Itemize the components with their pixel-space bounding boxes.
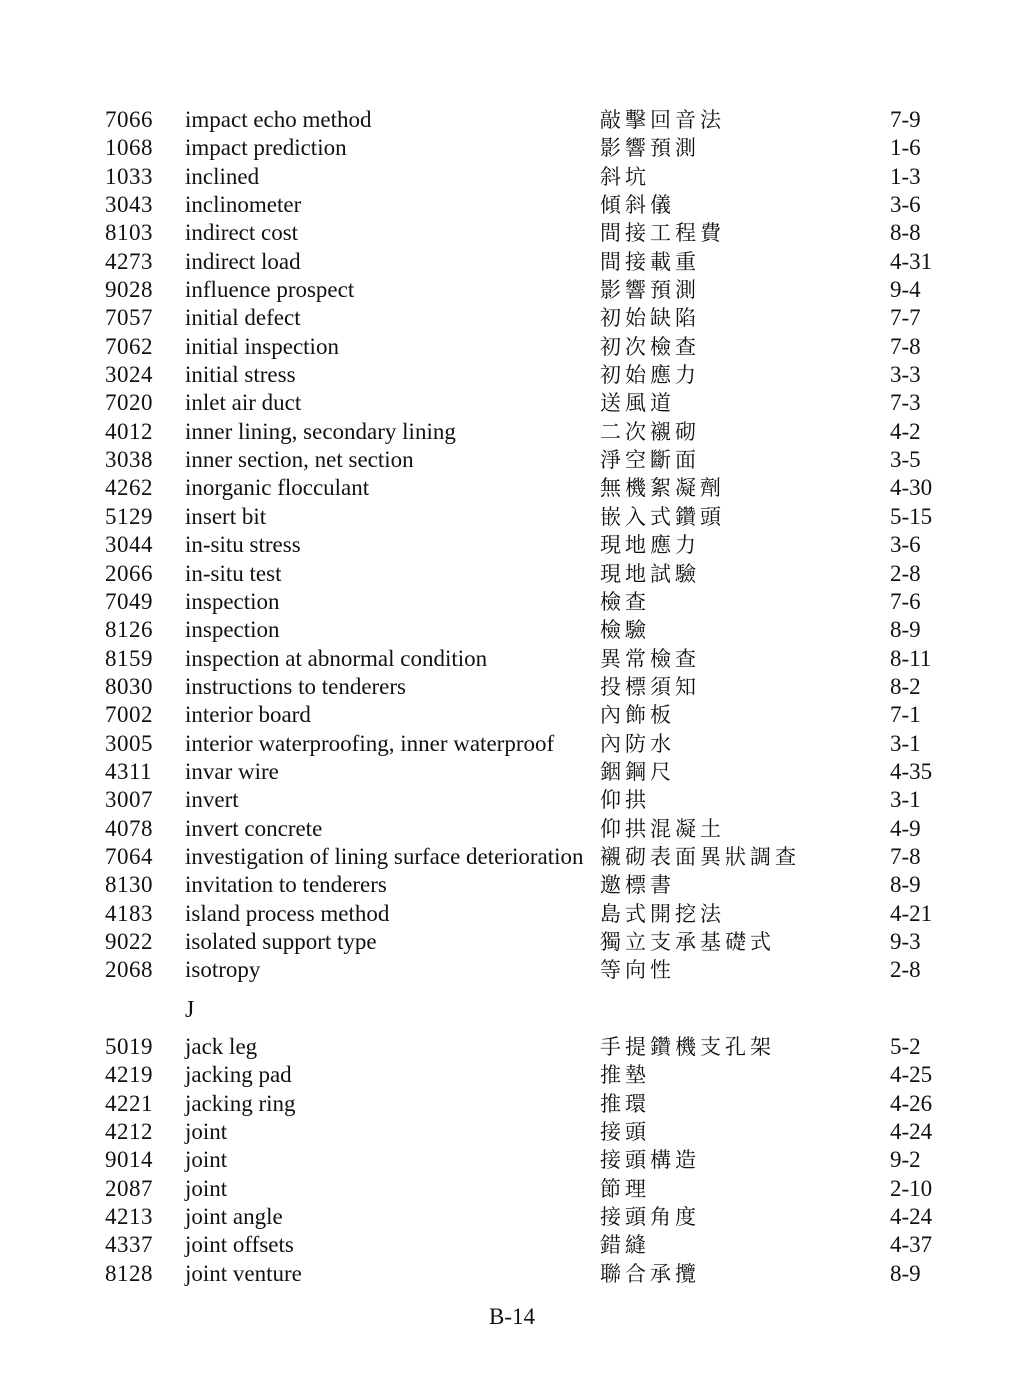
term-english: inspection <box>185 588 280 614</box>
page-ref: 7-6 <box>890 588 921 614</box>
term-english: inclined <box>185 163 260 189</box>
term-english: inner section, net section <box>185 447 414 473</box>
term-english: inorganic flocculant <box>185 475 370 501</box>
page-ref: 4-37 <box>890 1232 933 1258</box>
table-row <box>0 758 1024 786</box>
table-row <box>0 276 1024 304</box>
term-id: 8128 <box>105 1260 153 1286</box>
table-row <box>0 871 1024 899</box>
term-chinese: 間接載重 <box>600 249 700 274</box>
term-english: initial stress <box>185 362 296 388</box>
term-chinese: 送風道 <box>600 391 675 416</box>
term-id: 4262 <box>105 475 153 501</box>
term-english: in-situ stress <box>185 532 301 558</box>
term-id: 7002 <box>105 702 153 728</box>
page-ref: 3-1 <box>890 787 921 813</box>
page-ref: 8-2 <box>890 673 921 699</box>
term-chinese: 島式開挖法 <box>600 901 725 926</box>
term-id: 5129 <box>105 503 153 529</box>
term-english: joint offsets <box>185 1232 294 1258</box>
term-chinese: 接頭角度 <box>600 1205 700 1230</box>
term-id: 9028 <box>105 277 153 303</box>
term-english: impact echo method <box>185 107 372 132</box>
term-english: invert concrete <box>185 815 323 841</box>
term-english: insert bit <box>185 503 267 529</box>
term-chinese: 傾斜儀 <box>600 193 675 218</box>
term-id: 5019 <box>105 1034 153 1059</box>
table-row <box>0 1061 1024 1089</box>
term-id: 8030 <box>105 673 153 699</box>
glossary-table <box>0 106 1024 1288</box>
term-chinese: 銦鋼尺 <box>600 759 675 784</box>
term-english: impact prediction <box>185 135 347 161</box>
table-row <box>0 106 1024 134</box>
term-english: initial defect <box>185 305 301 331</box>
term-english: inner lining, secondary lining <box>185 418 456 444</box>
table-row <box>0 531 1024 559</box>
term-chinese: 初次檢查 <box>600 334 700 359</box>
term-english: joint <box>185 1119 228 1145</box>
term-id: 4273 <box>105 248 153 274</box>
page-ref: 8-9 <box>890 872 921 898</box>
page-ref: 8-8 <box>890 220 921 246</box>
table-row <box>0 701 1024 729</box>
page-ref: 4-30 <box>890 475 933 501</box>
term-chinese: 錯縫 <box>600 1233 650 1258</box>
term-id: 4311 <box>105 758 153 784</box>
page-ref: 8-11 <box>890 645 932 671</box>
term-chinese: 初始缺陷 <box>600 306 700 331</box>
table-row <box>0 361 1024 389</box>
table-row <box>0 1118 1024 1146</box>
term-english: invert <box>185 787 239 813</box>
term-id: 4337 <box>105 1232 153 1258</box>
page-ref: 4-9 <box>890 815 921 841</box>
term-chinese: 異常檢查 <box>600 646 700 671</box>
term-chinese: 初始應力 <box>600 363 700 388</box>
page-ref: 7-7 <box>890 305 921 331</box>
term-id: 4078 <box>105 815 153 841</box>
page-ref: 1-3 <box>890 163 921 189</box>
section-header: J <box>185 996 195 1023</box>
page-ref: 3-6 <box>890 532 921 558</box>
term-id: 3044 <box>105 532 153 558</box>
term-english: indirect load <box>185 248 301 274</box>
page-ref: 9-4 <box>890 277 921 303</box>
term-english: joint <box>185 1147 228 1173</box>
table-row <box>0 134 1024 162</box>
page-ref: 9-3 <box>890 928 921 954</box>
term-chinese: 內防水 <box>600 731 675 756</box>
page-ref: 4-21 <box>890 900 933 926</box>
term-id: 2068 <box>105 957 153 983</box>
term-id: 3038 <box>105 447 153 473</box>
term-id: 3005 <box>105 730 153 756</box>
term-english: jacking pad <box>185 1062 292 1088</box>
table-row <box>0 956 1024 984</box>
page-ref: 3-1 <box>890 730 921 756</box>
table-row <box>0 1231 1024 1259</box>
term-english: interior waterproofing, inner waterproof <box>185 730 555 756</box>
term-id: 8159 <box>105 645 153 671</box>
term-chinese: 影響預測 <box>600 136 700 161</box>
table-row <box>0 673 1024 701</box>
term-english: inlet air duct <box>185 390 302 416</box>
table-row <box>0 786 1024 814</box>
term-id: 8103 <box>105 220 153 246</box>
table-row <box>0 616 1024 644</box>
table-row <box>0 900 1024 928</box>
term-chinese: 無機絮凝劑 <box>600 476 725 501</box>
term-id: 4183 <box>105 900 153 926</box>
term-chinese: 淨空斷面 <box>600 448 700 473</box>
page-ref: 1-6 <box>890 135 921 161</box>
term-id: 8126 <box>105 617 153 643</box>
table-row <box>0 248 1024 276</box>
term-chinese: 接頭構造 <box>600 1148 700 1173</box>
term-id: 4212 <box>105 1119 153 1145</box>
term-chinese: 嵌入式鑽頭 <box>600 504 725 529</box>
table-row <box>0 333 1024 361</box>
term-id: 9022 <box>105 928 153 954</box>
term-chinese: 仰拱混凝土 <box>600 816 725 841</box>
table-row <box>0 163 1024 191</box>
term-id: 7020 <box>105 390 153 416</box>
page-ref: 3-5 <box>890 447 921 473</box>
term-english: interior board <box>185 702 311 728</box>
term-id: 4213 <box>105 1204 153 1230</box>
term-english: influence prospect <box>185 277 355 303</box>
page-footer: B-14 <box>489 1304 535 1329</box>
term-english: in-situ test <box>185 560 282 586</box>
term-chinese: 內飾板 <box>600 703 675 728</box>
term-chinese: 襯砌表面異狀調查 <box>600 844 800 869</box>
table-row <box>0 588 1024 616</box>
page-ref: 8-9 <box>890 1260 921 1286</box>
term-chinese: 檢查 <box>600 589 650 614</box>
term-english: joint <box>185 1175 228 1201</box>
page-ref: 2-8 <box>890 560 921 586</box>
page-ref: 2-10 <box>890 1175 933 1201</box>
term-chinese: 敲擊回音法 <box>600 108 725 132</box>
page-ref: 4-35 <box>890 758 933 784</box>
page-ref: 4-31 <box>890 248 933 274</box>
term-chinese: 聯合承攬 <box>600 1261 700 1286</box>
term-chinese: 二次襯砌 <box>600 419 700 444</box>
page-ref: 5-2 <box>890 1034 921 1059</box>
term-english: isolated support type <box>185 928 377 954</box>
term-id: 7066 <box>105 107 153 132</box>
table-row <box>0 418 1024 446</box>
term-id: 7062 <box>105 333 153 359</box>
page-ref: 9-2 <box>890 1147 921 1173</box>
table-row <box>0 191 1024 219</box>
table-row <box>0 1090 1024 1118</box>
term-chinese: 現地試驗 <box>600 561 700 586</box>
page-ref: 3-3 <box>890 362 921 388</box>
term-english: joint angle <box>185 1204 283 1230</box>
term-id: 1033 <box>105 163 153 189</box>
term-id: 3043 <box>105 192 153 218</box>
term-chinese: 檢驗 <box>600 618 650 643</box>
term-english: investigation of lining surface deterioration <box>185 843 584 869</box>
term-english: initial inspection <box>185 333 339 359</box>
term-chinese: 接頭 <box>600 1120 650 1145</box>
term-id: 3024 <box>105 362 153 388</box>
term-id: 7049 <box>105 588 153 614</box>
term-english: inspection at abnormal condition <box>185 645 488 671</box>
term-id: 4012 <box>105 418 153 444</box>
term-chinese: 節理 <box>600 1176 650 1201</box>
table-row <box>0 645 1024 673</box>
term-chinese: 間接工程費 <box>600 221 725 246</box>
page-ref: 4-24 <box>890 1119 933 1145</box>
term-english: inspection <box>185 617 280 643</box>
page-ref: 7-1 <box>890 702 921 728</box>
term-id: 4221 <box>105 1090 153 1116</box>
page-ref: 4-24 <box>890 1204 933 1230</box>
term-english: island process method <box>185 900 390 926</box>
table-row <box>0 389 1024 417</box>
table-row <box>0 474 1024 502</box>
page-ref: 7-8 <box>890 843 921 869</box>
table-row <box>0 1260 1024 1288</box>
page-ref: 4-2 <box>890 418 921 444</box>
term-english: isotropy <box>185 957 261 983</box>
term-chinese: 獨立支承基礎式 <box>600 929 775 954</box>
term-chinese: 邀標書 <box>600 873 675 898</box>
table-row <box>0 446 1024 474</box>
term-chinese: 手提鑽機支孔架 <box>600 1035 775 1059</box>
page-ref: 8-9 <box>890 617 921 643</box>
table-row <box>0 304 1024 332</box>
term-id: 2066 <box>105 560 153 586</box>
page-ref: 4-26 <box>890 1090 933 1116</box>
page-ref: 3-6 <box>890 192 921 218</box>
page-ref: 7-9 <box>890 107 921 132</box>
term-id: 7057 <box>105 305 153 331</box>
page-ref: 7-3 <box>890 390 921 416</box>
table-row <box>0 503 1024 531</box>
term-chinese: 斜坑 <box>600 164 650 189</box>
term-chinese: 現地應力 <box>600 533 700 558</box>
term-chinese: 影響預測 <box>600 278 700 303</box>
table-row <box>0 843 1024 871</box>
page-ref: 5-15 <box>890 503 933 529</box>
term-id: 1068 <box>105 135 153 161</box>
table-row <box>0 928 1024 956</box>
page-ref: 4-25 <box>890 1062 933 1088</box>
term-english: jacking ring <box>185 1090 296 1116</box>
term-chinese: 投標須知 <box>600 674 700 699</box>
table-row <box>0 560 1024 588</box>
page-ref: 2-8 <box>890 957 921 983</box>
term-id: 3007 <box>105 787 153 813</box>
term-id: 7064 <box>105 843 153 869</box>
term-english: joint venture <box>185 1260 302 1286</box>
term-english: invitation to tenderers <box>185 872 387 898</box>
term-english: instructions to tenderers <box>185 673 407 699</box>
term-english: indirect cost <box>185 220 299 246</box>
term-id: 8130 <box>105 872 153 898</box>
table-row <box>0 1033 1024 1061</box>
term-chinese: 仰拱 <box>600 788 650 813</box>
table-row <box>0 1175 1024 1203</box>
term-id: 9014 <box>105 1147 153 1173</box>
term-chinese: 推墊 <box>600 1063 650 1088</box>
table-row <box>0 219 1024 247</box>
table-row <box>0 815 1024 843</box>
table-row <box>0 1146 1024 1174</box>
term-chinese: 等向性 <box>600 958 675 983</box>
table-row <box>0 730 1024 758</box>
term-english: jack leg <box>185 1034 258 1059</box>
term-id: 4219 <box>105 1062 153 1088</box>
term-english: inclinometer <box>185 192 302 218</box>
term-id: 2087 <box>105 1175 153 1201</box>
page-ref: 7-8 <box>890 333 921 359</box>
table-row <box>0 1203 1024 1231</box>
term-english: invar wire <box>185 758 279 784</box>
term-chinese: 推環 <box>600 1091 650 1116</box>
